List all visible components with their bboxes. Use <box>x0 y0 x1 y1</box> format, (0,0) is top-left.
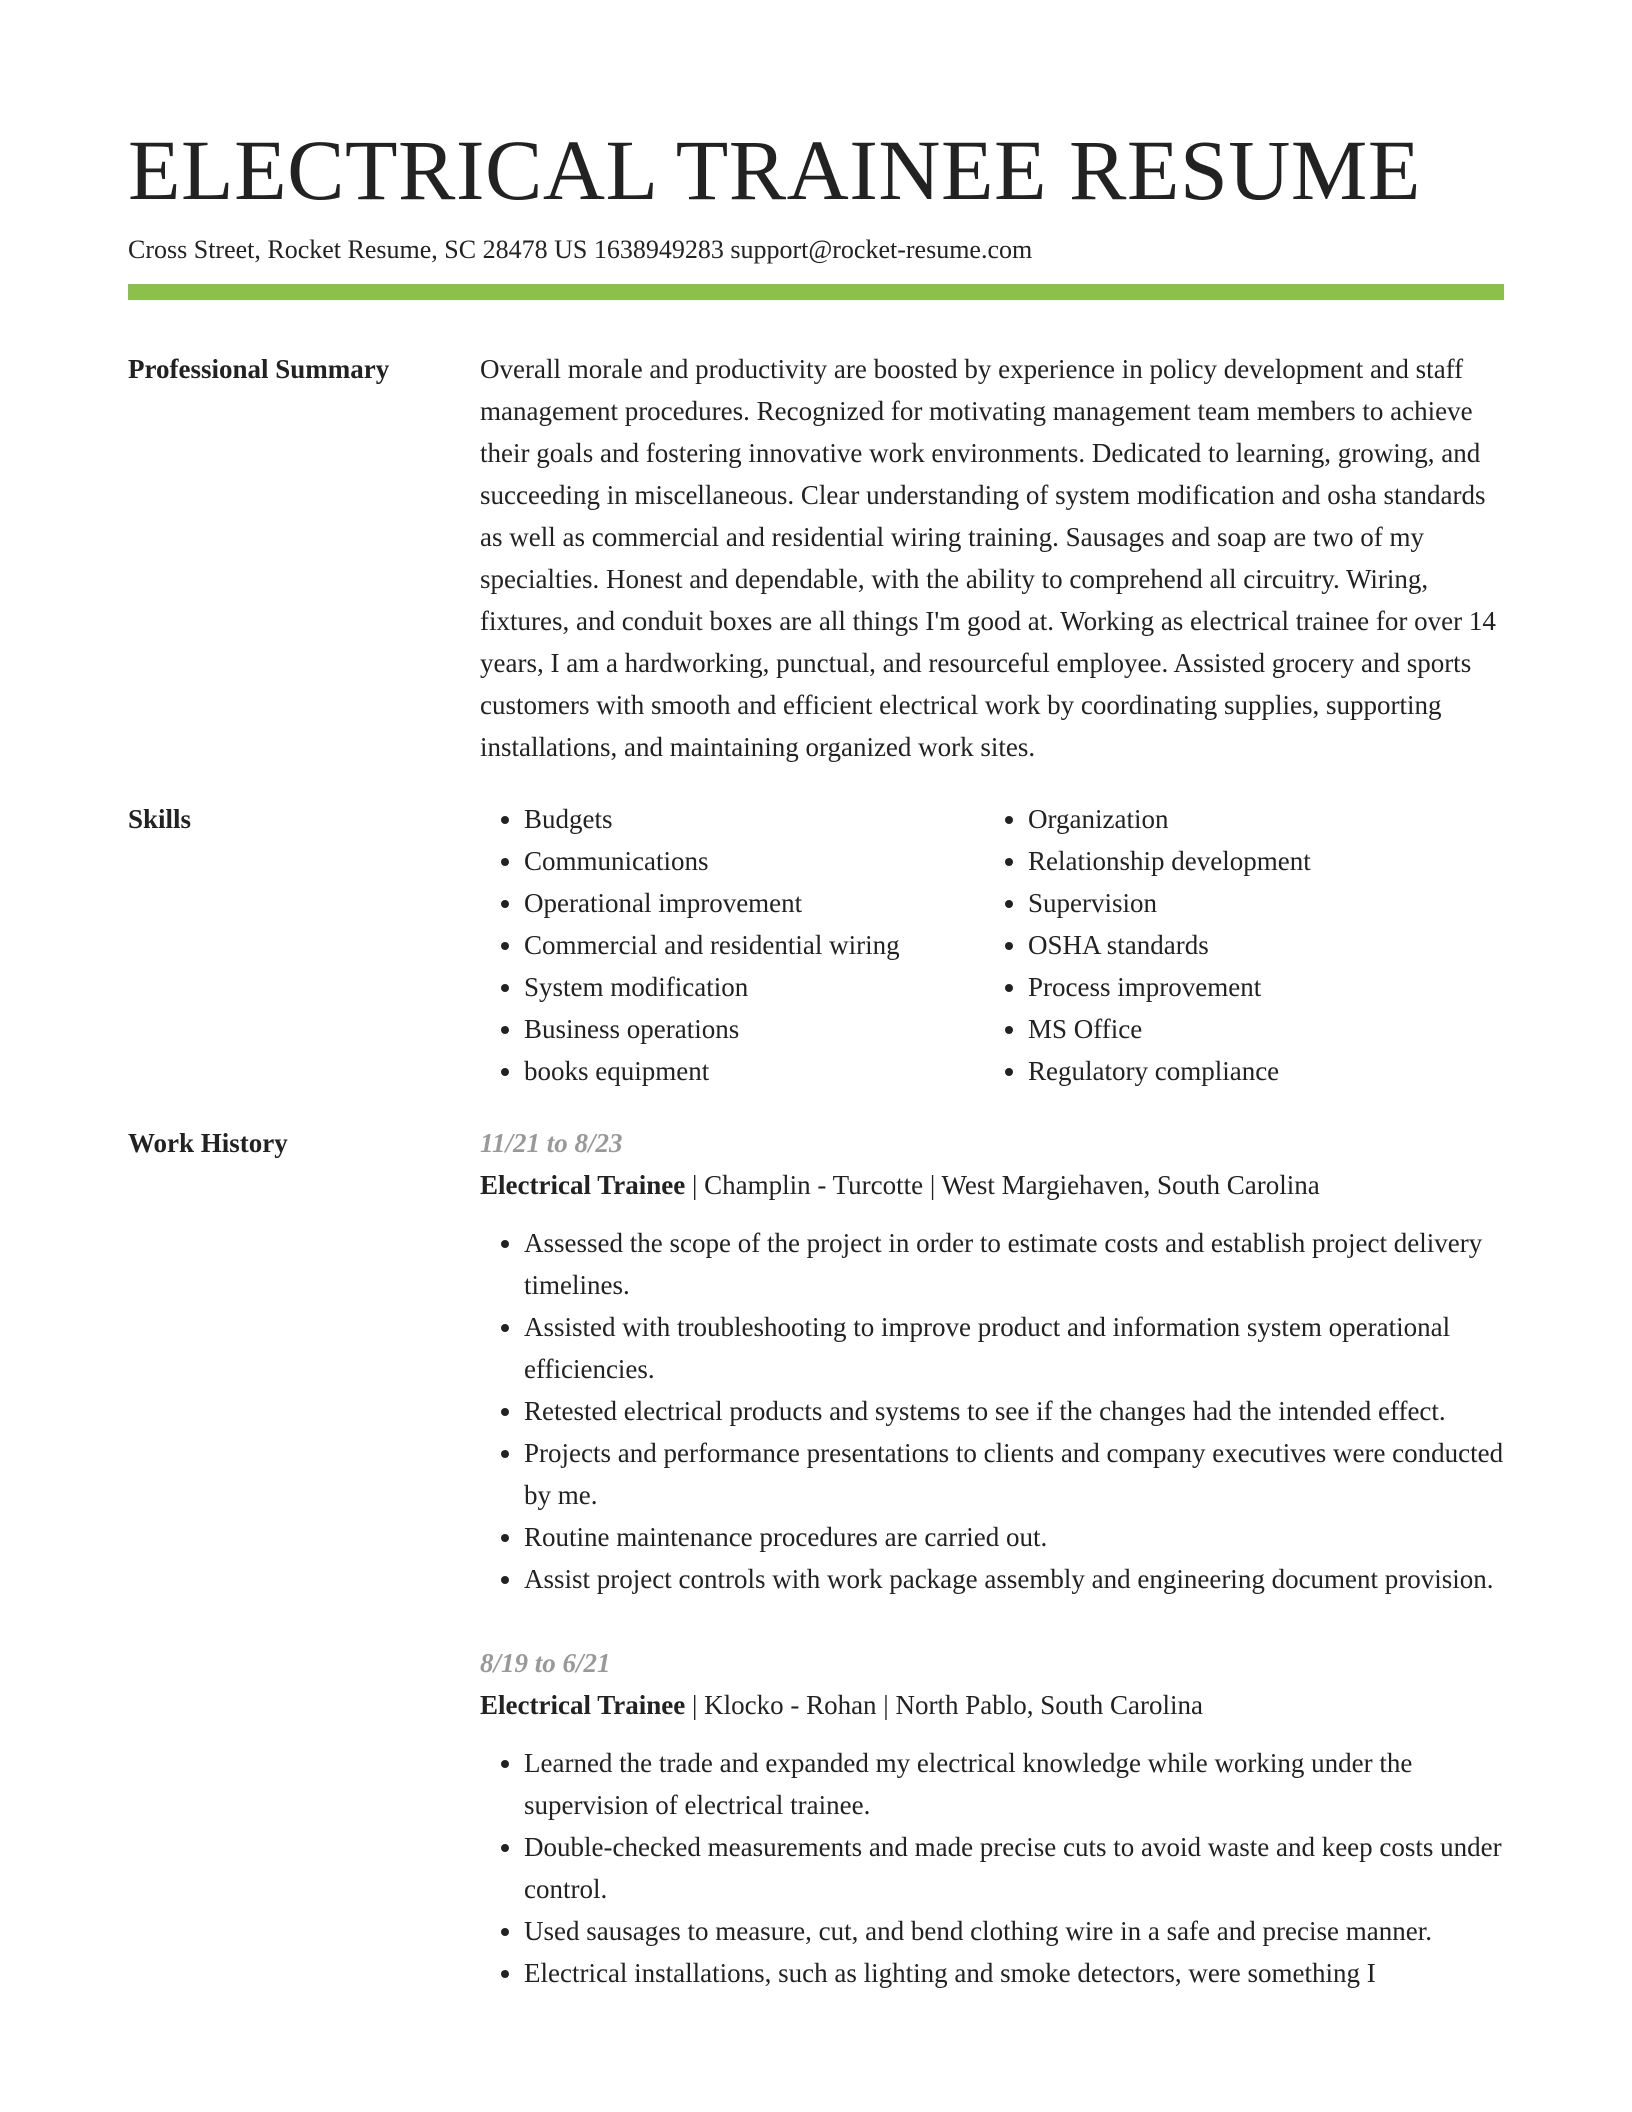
skill-item: • MS Office <box>1028 1008 1488 1050</box>
skill-item: • Communications <box>524 840 984 882</box>
job-bullet: • Assist project controls with work package assembly and engineering document provision. <box>524 1558 1504 1600</box>
skill-item: • System modification <box>524 966 984 1008</box>
skill-item: • Budgets <box>524 798 984 840</box>
skills-grid <box>480 798 1504 1092</box>
job-role: Electrical Trainee <box>480 1690 686 1720</box>
job-bullet: • Retested electrical products and systems to see if the changes had the intended effect. <box>524 1390 1504 1432</box>
resume-title: ELECTRICAL TRAINEE RESUME <box>128 122 1421 218</box>
job-bullet: • Projects and performance presentations to clients and company executives were conducted by me. <box>524 1432 1504 1516</box>
work-body <box>480 1122 1504 2036</box>
skill-item: • Organization <box>1028 798 1488 840</box>
job-details: | Klocko - Rohan | North Pablo, South Carolina <box>685 1690 1203 1720</box>
job-bullet: • Double-checked measurements and made precise cuts to avoid waste and keep costs under control. <box>524 1826 1504 1910</box>
job-bullet: • Routine maintenance procedures are carried out. <box>524 1516 1504 1558</box>
job-details: | Champlin - Turcotte | West Margiehaven, South Carolina <box>685 1170 1320 1200</box>
job-bullet: • Assessed the scope of the project in order to estimate costs and establish project delivery timelines. <box>524 1222 1504 1306</box>
job-bullet: • Assisted with troubleshooting to improve product and information system operational efficiencies. <box>524 1306 1504 1390</box>
job-dates: 8/19 to 6/21 <box>480 1648 611 1678</box>
skill-item: • books equipment <box>524 1050 984 1092</box>
section-summary <box>128 348 1504 768</box>
contact-line: Cross Street, Rocket Resume, SC 28478 US 1638949283 support@rocket-resume.com <box>128 235 1033 264</box>
job-role: Electrical Trainee <box>480 1170 686 1200</box>
skills-body <box>480 798 1504 1092</box>
skill-item: • Operational improvement <box>524 882 984 924</box>
skill-item: • Commercial and residential wiring <box>524 924 984 966</box>
job-bullet: • Electrical installations, such as lighting and smoke detectors, were something I <box>524 1952 1504 1994</box>
summary-text: Overall morale and productivity are boosted by experience in policy development and staff management procedures. Recognized for motivating management team members to achieve their goals and fostering innovative work environments. Dedicated to learning, growing, and succeeding in miscellaneous. Clear understanding of system modification and osha standards as well as commercial and residential wiring training. Sausages and soap are two of my specialties. Honest and dependable, with the ability to comprehend all circuitry. Wiring, fixtures, and conduit boxes are all things I'm good at. Working as electrical trainee for over 14 years, I am a hardworking, punctual, and resourceful employee. Assisted grocery and sports customers with smooth and efficient electrical work by coordinating supplies, supporting installations, and maintaining organized work sites. <box>480 354 1496 762</box>
skill-item: • Supervision <box>1028 882 1488 924</box>
section-label-summary: Professional Summary <box>128 354 390 384</box>
section-skills <box>128 798 1504 1092</box>
section-label-work: Work History <box>128 1128 288 1158</box>
job-bullet: • Learned the trade and expanded my electrical knowledge while working under the supervision of electrical trainee. <box>524 1742 1504 1826</box>
job-dates: 11/21 to 8/23 <box>480 1128 623 1158</box>
job-heading <box>480 1164 1504 1206</box>
section-label-skills: Skills <box>128 804 192 834</box>
accent-divider <box>128 284 1504 300</box>
skill-item: • Relationship development <box>1028 840 1488 882</box>
skills-list-left <box>480 798 984 1092</box>
skill-item: • Regulatory compliance <box>1028 1050 1488 1092</box>
skills-list-right <box>984 798 1488 1092</box>
job-entry <box>480 1642 1504 1994</box>
job-heading <box>480 1684 1504 1726</box>
section-work-history <box>128 1122 1504 2036</box>
job-bullet: • Used sausages to measure, cut, and bend clothing wire in a safe and precise manner. <box>524 1910 1504 1952</box>
job-entry <box>480 1122 1504 1600</box>
summary-body <box>480 348 1504 768</box>
spacer <box>128 300 1504 348</box>
skill-item: • Process improvement <box>1028 966 1488 1008</box>
skill-item: • OSHA standards <box>1028 924 1488 966</box>
skill-item: • Business operations <box>524 1008 984 1050</box>
job-bullet-list <box>480 1222 1504 1600</box>
job-bullet-list <box>480 1742 1504 1994</box>
